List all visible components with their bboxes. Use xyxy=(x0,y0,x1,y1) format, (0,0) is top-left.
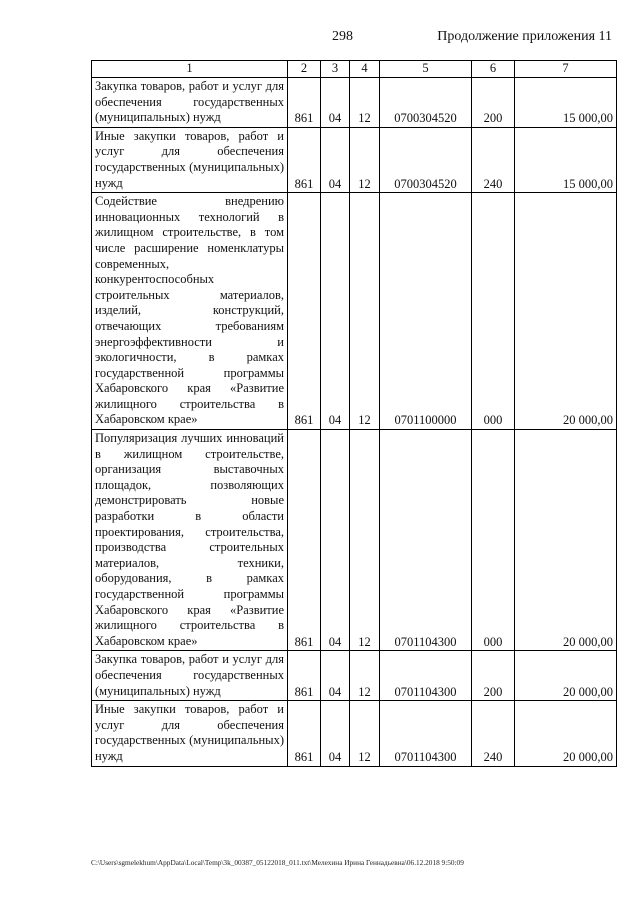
expense-type-code: 240 xyxy=(472,701,515,766)
column-header: 3 xyxy=(321,61,350,78)
section-code: 04 xyxy=(321,78,350,128)
subsection-code: 12 xyxy=(350,701,380,766)
subsection-code: 12 xyxy=(350,193,380,430)
ministry-code: 861 xyxy=(288,193,321,430)
expense-type-code: 200 xyxy=(472,78,515,128)
budget-table xyxy=(91,60,617,767)
subsection-code: 12 xyxy=(350,430,380,651)
amount: 15 000,00 xyxy=(515,78,617,128)
target-article-code: 0701100000 xyxy=(380,193,472,430)
section-code: 04 xyxy=(321,193,350,430)
section-code: 04 xyxy=(321,430,350,651)
target-article-code: 0701104300 xyxy=(380,651,472,701)
header-row xyxy=(92,61,617,78)
expense-type-code: 200 xyxy=(472,651,515,701)
target-article-code: 0700304520 xyxy=(380,127,472,192)
target-article-code: 0700304520 xyxy=(380,78,472,128)
table-row xyxy=(92,78,617,128)
table-body xyxy=(92,78,617,767)
amount: 15 000,00 xyxy=(515,127,617,192)
row-description: Иные закупки товаров, работ и услуг для обеспечения государственных (муниципальных) нужд xyxy=(92,127,288,192)
row-description: Популяризация лучших инноваций в жилищном строительстве, организация выставочных площадок, позволяющих демонстрировать новые разработки в области проектирования, строительства, производства строительных материалов, техники, оборудования, в рамках государственной программы Хабаровского края «Развитие жилищного строительства в Хабаровском крае» xyxy=(92,430,288,651)
section-code: 04 xyxy=(321,701,350,766)
expense-type-code: 000 xyxy=(472,193,515,430)
ministry-code: 861 xyxy=(288,701,321,766)
table-header xyxy=(92,61,617,78)
column-header: 5 xyxy=(380,61,472,78)
column-header: 4 xyxy=(350,61,380,78)
row-description: Закупка товаров, работ и услуг для обеспечения государственных (муниципальных) нужд xyxy=(92,78,288,128)
subsection-code: 12 xyxy=(350,651,380,701)
ministry-code: 861 xyxy=(288,430,321,651)
column-header: 2 xyxy=(288,61,321,78)
row-description: Содействие внедрению инновационных технологий в жилищном строительстве, в том числе расширение номенклатуры современных, конкурентоспособных строительных материалов, изделий, конструкций, отвечающих требованиям энергоэффективности и экологичности, в рамках государственной программы Хабаровского края «Развитие жилищного строительства в Хабаровском крае» xyxy=(92,193,288,430)
subsection-code: 12 xyxy=(350,78,380,128)
row-description: Иные закупки товаров, работ и услуг для обеспечения государственных (муниципальных) нужд xyxy=(92,701,288,766)
page-number: 298 xyxy=(332,29,353,44)
section-code: 04 xyxy=(321,651,350,701)
table-row xyxy=(92,127,617,192)
table-row xyxy=(92,701,617,766)
ministry-code: 861 xyxy=(288,651,321,701)
ministry-code: 861 xyxy=(288,78,321,128)
table-row xyxy=(92,430,617,651)
expense-type-code: 240 xyxy=(472,127,515,192)
section-code: 04 xyxy=(321,127,350,192)
subsection-code: 12 xyxy=(350,127,380,192)
amount: 20 000,00 xyxy=(515,193,617,430)
table-row xyxy=(92,193,617,430)
footer-file-path: C:\Users\sgmelekhum\AppData\Local\Temp\3k_00387_05122018_011.txt\Мелехина Ирина Геннадьевна\06.12.2018 9:50:09 xyxy=(91,858,464,867)
target-article-code: 0701104300 xyxy=(380,430,472,651)
amount: 20 000,00 xyxy=(515,430,617,651)
target-article-code: 0701104300 xyxy=(380,701,472,766)
amount: 20 000,00 xyxy=(515,651,617,701)
ministry-code: 861 xyxy=(288,127,321,192)
continuation-note: Продолжение приложения 11 xyxy=(437,29,612,44)
row-description: Закупка товаров, работ и услуг для обеспечения государственных (муниципальных) нужд xyxy=(92,651,288,701)
table-row xyxy=(92,651,617,701)
column-header: 1 xyxy=(92,61,288,78)
column-header: 7 xyxy=(515,61,617,78)
column-header: 6 xyxy=(472,61,515,78)
expense-type-code: 000 xyxy=(472,430,515,651)
amount: 20 000,00 xyxy=(515,701,617,766)
